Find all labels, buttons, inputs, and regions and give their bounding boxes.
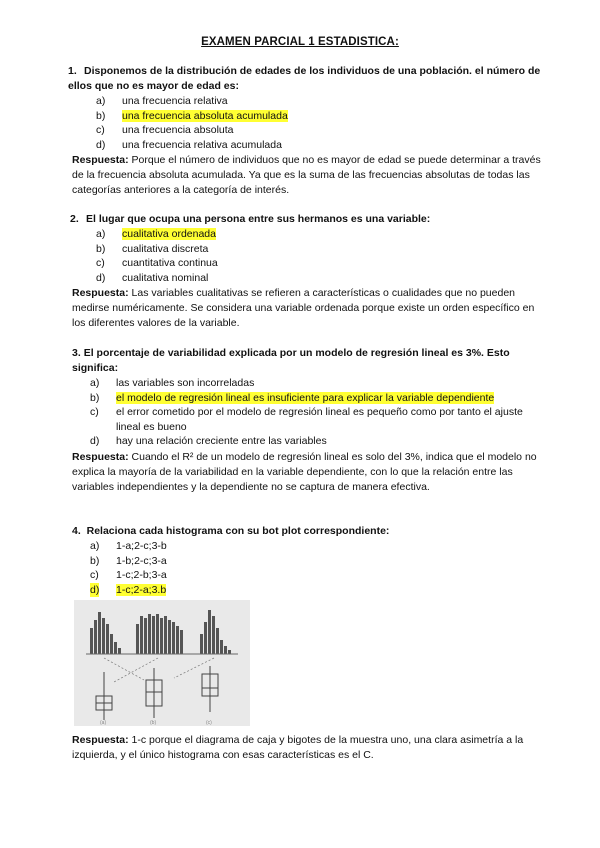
question-3-number: 3.: [72, 347, 81, 359]
question-4-options: [90, 539, 542, 597]
option-2a-correct: a) cualitativa ordenada: [96, 228, 216, 240]
answer-4: Respuesta: 1-c porque el diagrama de caja y bigotes de la muestra uno, una clara asimetría a la izquierda, y el único histograma con esas características es el C.: [72, 734, 524, 761]
option-3d: d) hay una relación creciente entre las variables: [90, 435, 327, 448]
exam-title: EXAMEN PARCIAL 1 ESTADISTICA:: [201, 36, 399, 48]
option-4d-correct: d) 1-c;2-a;3.b: [90, 583, 167, 596]
histogram-boxplot-figure: [74, 600, 250, 726]
option-3a: a) las variables son incorreladas: [90, 377, 255, 389]
option-2d: d) cualitativa nominal: [96, 271, 209, 284]
question-1-text: Disponemos de la distribución de edades de los individuos de una población. el número de ellos que no es mayor de edad es:: [68, 65, 541, 92]
svg-text:(a): (a): [100, 720, 107, 726]
svg-text:(c): (c): [206, 720, 212, 726]
question-3-options: [90, 376, 542, 449]
answer-1: Respuesta: Porque el número de individuos que no es mayor de edad se puede determinar a través de la frecuencia absoluta acumulada. Ya que es la suma de las frecuencias absolutas de todas las categorías anteriores a la categoría de interés.: [72, 154, 541, 197]
answer-4-block: [72, 732, 542, 763]
option-1a: a) una frecuencia relativa: [96, 95, 228, 107]
question-3: [72, 346, 542, 495]
option-1d: d) una frecuencia relativa acumulada: [96, 138, 282, 151]
question-2: [72, 212, 542, 331]
option-4c: c) 1-c;2-b;3-a: [90, 569, 167, 582]
histogram-boxplot-image: [74, 600, 250, 726]
option-1c: c) una frecuencia absoluta: [96, 124, 234, 137]
question-4-number: 4.: [72, 525, 81, 537]
option-1b-correct: b) una frecuencia absoluta acumulada: [96, 109, 288, 122]
question-3-text: El porcentaje de variabilidad explicada por un modelo de regresión lineal es 3%. Esto significa:: [72, 347, 510, 374]
question-4: [72, 524, 542, 597]
option-3c: c) el error cometido por el modelo de regresión lineal es pequeño como por tanto el ajuste lineal es bueno: [90, 406, 523, 433]
question-2-options: [96, 227, 542, 285]
question-2-text: El lugar que ocupa una persona entre sus hermanos es una variable:: [86, 213, 431, 225]
answer-3: Respuesta: Cuando el R² de un modelo de regresión lineal es solo del 3%, indica que el modelo no explica la mayoría de la variabilidad en la variable dependiente, con lo que la relación entre las variables independientes y la dependiente no se captura de manera efectiva.: [72, 450, 537, 493]
svg-text:(b): (b): [150, 720, 157, 726]
option-2b: b) cualitativa discreta: [96, 242, 209, 255]
option-3b-correct: b) el modelo de regresión lineal es insuficiente para explicar la variable dependiente: [90, 391, 495, 404]
answer-2: Respuesta: Las variables cualitativas se refieren a características o cualidades que no pueden medirse numéricamente. Se considera una variable ordenada porque existe un orden específico en los diferentes valores de la variable.: [72, 287, 535, 330]
question-2-number: 2.: [70, 213, 79, 225]
question-1-options: [96, 94, 542, 152]
option-4a: a) 1-a;2-c;3-b: [90, 540, 167, 552]
question-1: [68, 64, 542, 198]
question-4-text: Relaciona cada histograma con su bot plot correspondiente:: [86, 525, 390, 537]
option-4b: b) 1-b;2-c;3-a: [90, 554, 167, 567]
question-1-number: 1.: [68, 65, 77, 77]
option-2c: c) cuantitativa continua: [96, 257, 218, 270]
